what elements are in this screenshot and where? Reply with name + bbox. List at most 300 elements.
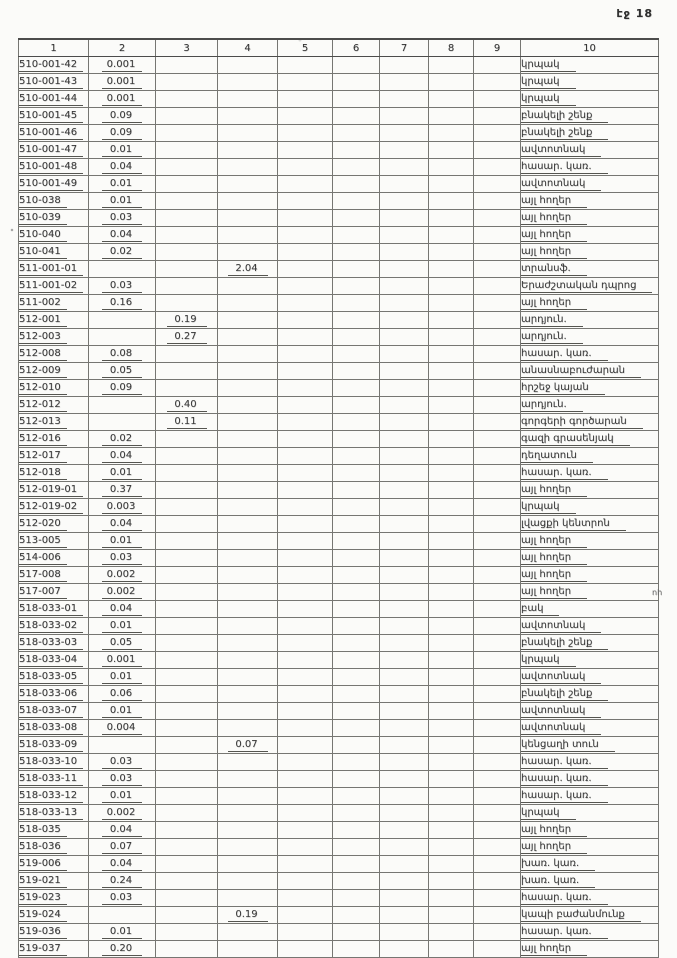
cell-empty-col7 — [380, 669, 429, 686]
parcel-code-text: 518-033-10 — [19, 755, 83, 769]
cell-empty-col9 — [474, 227, 521, 244]
cell-area-col4 — [218, 380, 278, 397]
cell-empty-col6 — [333, 584, 380, 601]
parcel-code-text: 519-024 — [19, 908, 67, 922]
landuse-label-text: կրպակ — [521, 58, 576, 72]
cell-parcel-code — [19, 380, 89, 397]
cell-empty-col5 — [278, 346, 333, 363]
cell-empty-col8 — [429, 567, 474, 584]
cell-empty-col7 — [380, 873, 429, 890]
cell-empty-col8 — [429, 754, 474, 771]
table-row — [19, 737, 659, 754]
cell-area-col4 — [218, 159, 278, 176]
cell-empty-col7 — [380, 278, 429, 295]
cell-empty-col9 — [474, 380, 521, 397]
cell-empty-col6 — [333, 346, 380, 363]
cell-area-col2 — [89, 210, 156, 227]
cell-area-col2 — [89, 550, 156, 567]
cell-landuse-label — [521, 227, 659, 244]
cell-area-col4 — [218, 91, 278, 108]
cell-empty-col5 — [278, 788, 333, 805]
cell-parcel-code — [19, 142, 89, 159]
landuse-label-text: կապի բաժանմունք — [521, 908, 641, 922]
cell-empty-col9 — [474, 907, 521, 924]
area-value-text: 0.001 — [102, 75, 142, 89]
table-row — [19, 414, 659, 431]
cell-empty-col6 — [333, 635, 380, 652]
cell-area-col3 — [156, 431, 218, 448]
cell-parcel-code — [19, 210, 89, 227]
cell-empty-col5 — [278, 74, 333, 91]
table-row — [19, 618, 659, 635]
parcel-code-text: 518-033-07 — [19, 704, 83, 718]
cell-area-col3 — [156, 567, 218, 584]
parcel-code-text: 518-033-03 — [19, 636, 83, 650]
cell-area-col2 — [89, 533, 156, 550]
cell-area-col3 — [156, 873, 218, 890]
cell-empty-col9 — [474, 261, 521, 278]
parcel-code-text: 512-013 — [19, 415, 67, 429]
cell-empty-col6 — [333, 397, 380, 414]
landuse-label-text: կրպակ — [521, 653, 576, 667]
cell-empty-col7 — [380, 227, 429, 244]
cell-empty-col9 — [474, 414, 521, 431]
cell-area-col3 — [156, 193, 218, 210]
parcel-code-text: 512-001 — [19, 313, 67, 327]
cell-empty-col8 — [429, 550, 474, 567]
cell-empty-col5 — [278, 261, 333, 278]
cell-area-col2 — [89, 142, 156, 159]
cell-parcel-code — [19, 159, 89, 176]
cell-empty-col5 — [278, 618, 333, 635]
cell-parcel-code — [19, 907, 89, 924]
cell-empty-col9 — [474, 108, 521, 125]
column-header-5: 5 — [278, 39, 333, 57]
area-value-text: 0.03 — [102, 755, 142, 769]
cell-landuse-label — [521, 567, 659, 584]
cell-area-col3 — [156, 227, 218, 244]
table-row — [19, 244, 659, 261]
cell-area-col3 — [156, 584, 218, 601]
table-row — [19, 278, 659, 295]
cell-empty-col9 — [474, 550, 521, 567]
cell-area-col3 — [156, 159, 218, 176]
cell-landuse-label — [521, 482, 659, 499]
cell-empty-col6 — [333, 91, 380, 108]
cell-landuse-label — [521, 193, 659, 210]
parcel-code-text: 518-033-12 — [19, 789, 83, 803]
cell-empty-col5 — [278, 533, 333, 550]
cell-landuse-label — [521, 499, 659, 516]
area-value-text: 0.09 — [102, 109, 142, 123]
cell-empty-col7 — [380, 652, 429, 669]
cell-area-col4 — [218, 907, 278, 924]
cell-area-col3 — [156, 754, 218, 771]
cell-empty-col8 — [429, 720, 474, 737]
cell-empty-col6 — [333, 601, 380, 618]
column-header-10: 10 — [521, 39, 659, 57]
cell-landuse-label — [521, 414, 659, 431]
cell-empty-col8 — [429, 431, 474, 448]
cell-parcel-code — [19, 703, 89, 720]
parcel-code-text: 512-008 — [19, 347, 67, 361]
table-row — [19, 176, 659, 193]
cell-landuse-label — [521, 703, 659, 720]
cell-empty-col9 — [474, 159, 521, 176]
cell-area-col2 — [89, 720, 156, 737]
cell-parcel-code — [19, 57, 89, 74]
cell-area-col3 — [156, 363, 218, 380]
cell-empty-col6 — [333, 805, 380, 822]
landuse-label-text: ավտոտնակ — [521, 143, 601, 157]
cell-empty-col7 — [380, 788, 429, 805]
cell-parcel-code — [19, 482, 89, 499]
cell-empty-col7 — [380, 618, 429, 635]
cell-empty-col9 — [474, 91, 521, 108]
cell-area-col4 — [218, 669, 278, 686]
cell-area-col4 — [218, 465, 278, 482]
cell-area-col4 — [218, 703, 278, 720]
cell-area-col3 — [156, 465, 218, 482]
cell-landuse-label — [521, 805, 659, 822]
cell-area-col4 — [218, 210, 278, 227]
cell-empty-col6 — [333, 567, 380, 584]
cell-area-col2 — [89, 244, 156, 261]
landuse-label-text: հասար. կառ. — [521, 466, 608, 480]
landuse-label-text: հասար. կառ. — [521, 891, 608, 905]
cell-landuse-label — [521, 57, 659, 74]
cell-area-col3 — [156, 601, 218, 618]
table-row — [19, 567, 659, 584]
area-value-text: 0.19 — [167, 313, 207, 327]
cell-parcel-code — [19, 448, 89, 465]
cell-empty-col8 — [429, 499, 474, 516]
cell-landuse-label — [521, 295, 659, 312]
cell-area-col4 — [218, 635, 278, 652]
landuse-label-text: այլ հողեր — [521, 585, 587, 599]
parcel-code-text: 518-033-01 — [19, 602, 83, 616]
cell-empty-col8 — [429, 159, 474, 176]
cell-empty-col9 — [474, 278, 521, 295]
table-body — [19, 57, 659, 958]
cell-area-col3 — [156, 618, 218, 635]
cell-parcel-code — [19, 516, 89, 533]
cell-landuse-label — [521, 431, 659, 448]
cell-empty-col7 — [380, 550, 429, 567]
table-row — [19, 159, 659, 176]
cell-empty-col9 — [474, 397, 521, 414]
cell-area-col4 — [218, 329, 278, 346]
cell-empty-col9 — [474, 125, 521, 142]
parcel-code-text: 510-001-46 — [19, 126, 83, 140]
cell-empty-col6 — [333, 244, 380, 261]
cell-area-col2 — [89, 261, 156, 278]
area-value-text: 0.002 — [102, 568, 142, 582]
cell-empty-col5 — [278, 550, 333, 567]
cell-empty-col9 — [474, 329, 521, 346]
cell-landuse-label — [521, 771, 659, 788]
table-row — [19, 873, 659, 890]
cell-empty-col9 — [474, 533, 521, 550]
area-value-text: 0.01 — [102, 704, 142, 718]
cell-area-col2 — [89, 669, 156, 686]
cell-area-col2 — [89, 278, 156, 295]
cell-empty-col6 — [333, 754, 380, 771]
table-row — [19, 533, 659, 550]
cell-empty-col7 — [380, 924, 429, 941]
cell-landuse-label — [521, 108, 659, 125]
table-row — [19, 635, 659, 652]
cell-parcel-code — [19, 329, 89, 346]
cell-area-col3 — [156, 720, 218, 737]
cell-landuse-label — [521, 465, 659, 482]
cell-empty-col7 — [380, 244, 429, 261]
area-value-text: 0.04 — [102, 823, 142, 837]
table-row — [19, 261, 659, 278]
cell-landuse-label — [521, 686, 659, 703]
cell-landuse-label — [521, 176, 659, 193]
area-value-text: 0.11 — [167, 415, 207, 429]
parcel-code-text: 519-021 — [19, 874, 67, 888]
area-value-text: 0.01 — [102, 466, 142, 480]
landuse-label-text: ավտոտնակ — [521, 619, 601, 633]
area-value-text: 0.04 — [102, 602, 142, 616]
parcel-code-text: 518-033-06 — [19, 687, 83, 701]
table-row — [19, 499, 659, 516]
cell-empty-col8 — [429, 227, 474, 244]
cell-empty-col6 — [333, 227, 380, 244]
cell-empty-col7 — [380, 108, 429, 125]
table-row — [19, 516, 659, 533]
cell-empty-col7 — [380, 261, 429, 278]
table-row — [19, 669, 659, 686]
cell-empty-col8 — [429, 533, 474, 550]
cell-empty-col7 — [380, 431, 429, 448]
cell-empty-col7 — [380, 312, 429, 329]
cell-empty-col8 — [429, 176, 474, 193]
cell-landuse-label — [521, 125, 659, 142]
cell-area-col3 — [156, 329, 218, 346]
cell-parcel-code — [19, 176, 89, 193]
cell-empty-col7 — [380, 584, 429, 601]
cell-landuse-label — [521, 601, 659, 618]
column-header-4: 4 — [218, 39, 278, 57]
cell-empty-col8 — [429, 278, 474, 295]
cell-parcel-code — [19, 397, 89, 414]
cell-empty-col6 — [333, 499, 380, 516]
cell-landuse-label — [521, 397, 659, 414]
landuse-label-text: բնակելի շենք — [521, 126, 608, 140]
landuse-label-text: կրպակ — [521, 806, 576, 820]
cell-empty-col8 — [429, 822, 474, 839]
parcel-code-text: 519-006 — [19, 857, 67, 871]
cell-empty-col9 — [474, 516, 521, 533]
cell-parcel-code — [19, 278, 89, 295]
parcel-code-text: 510-041 — [19, 245, 67, 259]
cell-empty-col9 — [474, 890, 521, 907]
cell-area-col3 — [156, 91, 218, 108]
cell-area-col3 — [156, 839, 218, 856]
parcel-code-text: 518-036 — [19, 840, 67, 854]
cell-area-col2 — [89, 159, 156, 176]
cell-landuse-label — [521, 669, 659, 686]
landuse-label-text: այլ հողեր — [521, 483, 587, 497]
cell-empty-col5 — [278, 227, 333, 244]
landuse-label-text: այլ հողեր — [521, 942, 587, 956]
cell-area-col4 — [218, 57, 278, 74]
parcel-code-text: 517-008 — [19, 568, 67, 582]
cell-area-col4 — [218, 822, 278, 839]
cell-area-col3 — [156, 244, 218, 261]
cell-empty-col9 — [474, 193, 521, 210]
area-value-text: 0.24 — [102, 874, 142, 888]
cell-landuse-label — [521, 278, 659, 295]
landuse-label-text: այլ հողեր — [521, 296, 587, 310]
cell-area-col4 — [218, 567, 278, 584]
parcel-code-text: 512-020 — [19, 517, 67, 531]
area-value-text: 0.01 — [102, 619, 142, 633]
cell-empty-col6 — [333, 618, 380, 635]
cell-landuse-label — [521, 533, 659, 550]
area-value-text: 0.01 — [102, 534, 142, 548]
cell-landuse-label — [521, 788, 659, 805]
cell-landuse-label — [521, 380, 659, 397]
column-header-9: 9 — [474, 39, 521, 57]
cell-parcel-code — [19, 550, 89, 567]
cell-area-col2 — [89, 601, 156, 618]
cell-area-col4 — [218, 346, 278, 363]
cell-area-col2 — [89, 873, 156, 890]
cell-area-col4 — [218, 363, 278, 380]
parcel-code-text: 510-001-42 — [19, 58, 83, 72]
cell-empty-col5 — [278, 516, 333, 533]
cell-empty-col7 — [380, 397, 429, 414]
cell-empty-col6 — [333, 261, 380, 278]
area-value-text: 0.02 — [102, 245, 142, 259]
cell-empty-col6 — [333, 380, 380, 397]
cell-empty-col7 — [380, 499, 429, 516]
parcel-code-text: 510-001-43 — [19, 75, 83, 89]
cell-empty-col8 — [429, 584, 474, 601]
landuse-label-text: բակ — [521, 602, 559, 616]
cell-area-col2 — [89, 193, 156, 210]
cell-area-col4 — [218, 924, 278, 941]
cell-empty-col8 — [429, 448, 474, 465]
cell-area-col2 — [89, 482, 156, 499]
cell-empty-col7 — [380, 159, 429, 176]
cell-parcel-code — [19, 108, 89, 125]
cell-area-col3 — [156, 176, 218, 193]
cell-area-col3 — [156, 295, 218, 312]
cell-empty-col8 — [429, 125, 474, 142]
cell-empty-col7 — [380, 737, 429, 754]
cell-empty-col8 — [429, 907, 474, 924]
cell-empty-col5 — [278, 278, 333, 295]
cell-landuse-label — [521, 363, 659, 380]
cell-parcel-code — [19, 822, 89, 839]
cell-area-col3 — [156, 771, 218, 788]
cell-area-col3 — [156, 482, 218, 499]
parcel-code-text: 518-033-09 — [19, 738, 83, 752]
cell-empty-col8 — [429, 635, 474, 652]
table-row — [19, 703, 659, 720]
parcel-code-text: 510-001-49 — [19, 177, 83, 191]
landuse-label-text: գազի գրասենյակ — [521, 432, 630, 446]
cell-empty-col7 — [380, 567, 429, 584]
cell-landuse-label — [521, 448, 659, 465]
cell-empty-col5 — [278, 754, 333, 771]
table-row — [19, 363, 659, 380]
cell-empty-col7 — [380, 533, 429, 550]
area-value-text: 0.01 — [102, 789, 142, 803]
cell-parcel-code — [19, 244, 89, 261]
cell-parcel-code — [19, 890, 89, 907]
cell-empty-col8 — [429, 516, 474, 533]
cell-empty-col7 — [380, 856, 429, 873]
parcel-code-text: 512-009 — [19, 364, 67, 378]
landuse-label-text: այլ հողեր — [521, 568, 587, 582]
cell-empty-col5 — [278, 669, 333, 686]
cell-empty-col8 — [429, 482, 474, 499]
cell-empty-col5 — [278, 652, 333, 669]
cell-empty-col7 — [380, 448, 429, 465]
page-number-label: էջ 18 — [616, 7, 653, 20]
cell-area-col2 — [89, 754, 156, 771]
parcel-code-text: 519-036 — [19, 925, 67, 939]
parcel-code-text: 510-040 — [19, 228, 67, 242]
cell-empty-col9 — [474, 431, 521, 448]
landuse-label-text: հասար. կառ. — [521, 160, 608, 174]
cell-area-col3 — [156, 516, 218, 533]
table-row — [19, 771, 659, 788]
cell-empty-col8 — [429, 346, 474, 363]
landuse-label-text: այլ հողեր — [521, 211, 587, 225]
cell-empty-col6 — [333, 159, 380, 176]
cell-area-col3 — [156, 261, 218, 278]
cell-parcel-code — [19, 431, 89, 448]
cell-area-col2 — [89, 363, 156, 380]
cell-area-col2 — [89, 312, 156, 329]
landuse-label-text: այլ հողեր — [521, 228, 587, 242]
area-value-text: 0.05 — [102, 636, 142, 650]
cell-empty-col5 — [278, 584, 333, 601]
cell-parcel-code — [19, 125, 89, 142]
cell-area-col4 — [218, 499, 278, 516]
cell-landuse-label — [521, 652, 659, 669]
cell-parcel-code — [19, 295, 89, 312]
table-row — [19, 584, 659, 601]
cell-area-col3 — [156, 686, 218, 703]
cell-landuse-label — [521, 737, 659, 754]
cell-empty-col8 — [429, 380, 474, 397]
cell-area-col3 — [156, 312, 218, 329]
marginal-scan-mark: ոհ — [652, 588, 663, 597]
cell-empty-col5 — [278, 57, 333, 74]
area-value-text: 0.37 — [102, 483, 142, 497]
cell-area-col2 — [89, 890, 156, 907]
cell-empty-col5 — [278, 159, 333, 176]
area-value-text: 0.04 — [102, 449, 142, 463]
cell-landuse-label — [521, 210, 659, 227]
table-row — [19, 652, 659, 669]
cell-parcel-code — [19, 805, 89, 822]
cell-landuse-label — [521, 312, 659, 329]
cell-empty-col8 — [429, 839, 474, 856]
cell-landuse-label — [521, 159, 659, 176]
cell-empty-col8 — [429, 788, 474, 805]
landuse-label-text: խառ. կառ. — [521, 874, 595, 888]
table-row — [19, 465, 659, 482]
